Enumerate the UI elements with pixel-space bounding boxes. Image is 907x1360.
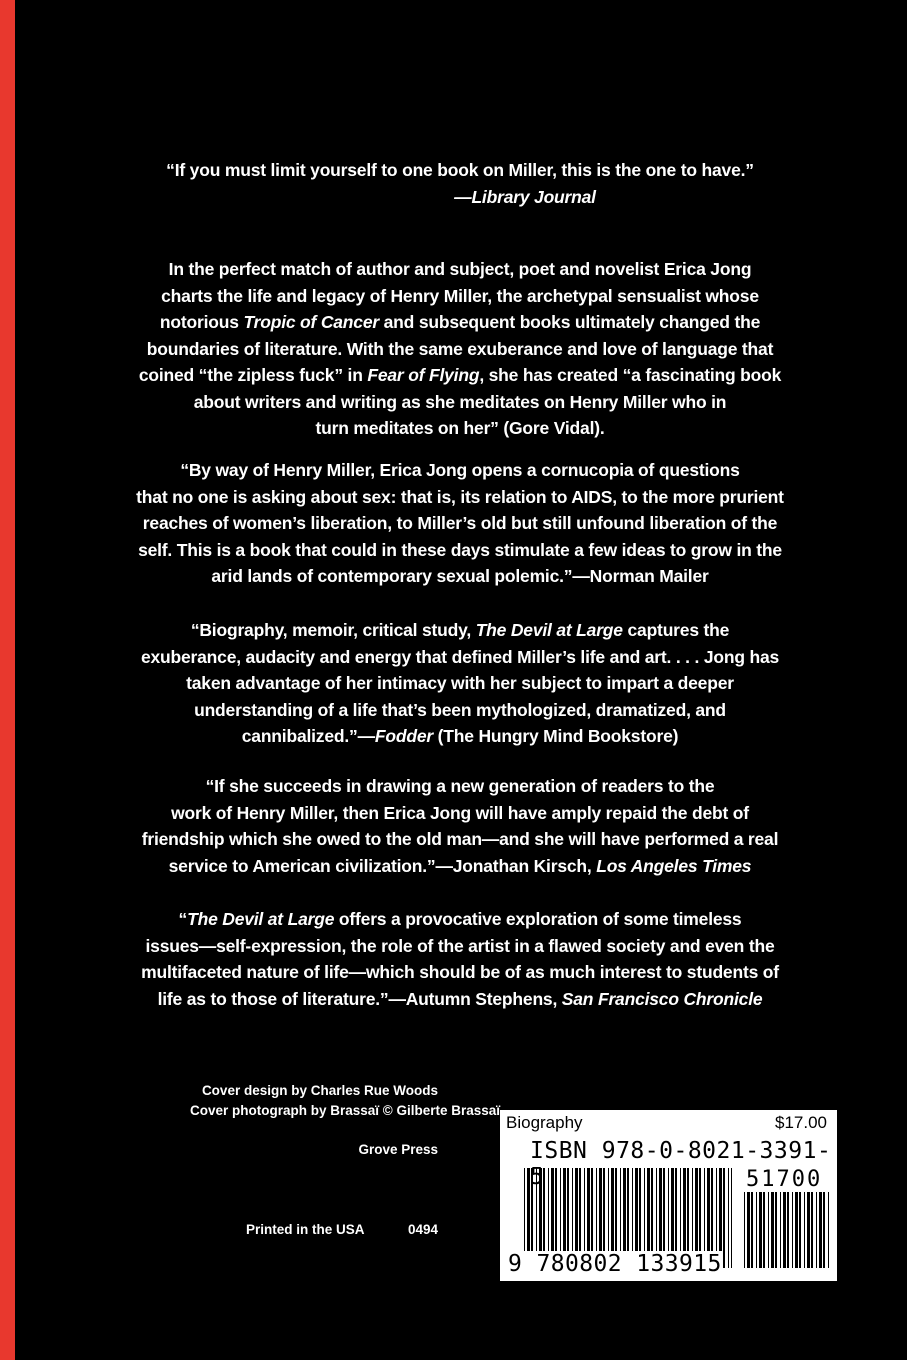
price-label: $17.00 (775, 1113, 827, 1132)
barcode-bar (807, 1192, 810, 1268)
description-line: charts the life and legacy of Henry Miller, the archetypal sensualist whose (161, 285, 759, 306)
description-line: about writers and writing as she meditates on Henry Miller who in (193, 391, 727, 412)
barcode-bar (816, 1192, 817, 1268)
mailer-quote (60, 457, 860, 590)
barcode-bar (819, 1192, 822, 1268)
description-line: boundaries of literature. With the same exuberance and love of language that (146, 338, 774, 359)
quote-line: issues—self-expression, the role of the artist in a flawed society and even the (145, 935, 775, 956)
cover-photo-credit: Cover photograph by Brassaï © Gilberte Brassaï (190, 1103, 501, 1118)
quote-line: work of Henry Miller, then Erica Jong will have amply repaid the debt of (171, 802, 749, 823)
quote-text: “If you must limit yourself to one book on Miller, this is the one to have.” (166, 160, 754, 180)
barcode-bar (783, 1192, 786, 1268)
barcode-bar (756, 1192, 757, 1268)
barcode-bar (828, 1192, 829, 1268)
cover-design-credit: Cover design by Charles Rue Woods (201, 1083, 438, 1098)
barcode-box (500, 1110, 837, 1281)
quote-attribution: —Library Journal (454, 186, 596, 207)
barcode-bar (804, 1192, 805, 1268)
quote-line: that no one is asking about sex: that is, its relation to AIDS, to the more prurient (136, 486, 784, 507)
quote-line: “The Devil at Large offers a provocative exploration of some timeless (178, 909, 742, 929)
book-description (60, 256, 860, 442)
publisher-name: Grove Press (358, 1142, 438, 1157)
quote-line: cannibalized.”—Fodder (The Hungry Mind Bookstore) (241, 726, 679, 746)
quote-line: “Biography, memoir, critical study, The Devil at Large captures the (190, 620, 730, 640)
quote-line: arid lands of contemporary sexual polemic.”—Norman Mailer (211, 566, 709, 586)
description-line: turn meditates on her” (Gore Vidal). (315, 418, 605, 438)
quote-line: understanding of a life that’s been mythologized, dramatized, and (194, 699, 726, 720)
barcode-bar (795, 1192, 798, 1268)
barcode-bar (771, 1192, 774, 1268)
description-line: notorious Tropic of Cancer and subsequent books ultimately changed the (159, 312, 761, 332)
quote-line: “By way of Henry Miller, Erica Jong opens a cornucopia of questions (180, 460, 740, 480)
job-code: 0494 (407, 1222, 438, 1237)
stephens-quote (60, 906, 860, 1012)
red-spine-stripe (0, 0, 15, 1360)
description-line: In the perfect match of author and subject, poet and novelist Erica Jong (168, 259, 752, 279)
printed-line (246, 1222, 438, 1237)
quote-line: “If she succeeds in drawing a new generation of readers to the (205, 776, 715, 796)
barcode-bar (751, 1192, 753, 1268)
quote-line: life as to those of literature.”—Autumn Stephens, San Francisco Chronicle (157, 988, 763, 1009)
barcode-bar (787, 1192, 789, 1268)
quote-line: friendship which she owed to the old man—and she will have performed a real (141, 829, 779, 849)
kirsch-quote (60, 773, 860, 879)
barcode-bar (780, 1192, 781, 1268)
quote-line: multifaceted nature of life—which should be of as much interest to students of (141, 962, 779, 982)
barcode-bar (763, 1192, 765, 1268)
quote-line: taken advantage of her intimacy with her subject to impart a deeper (186, 673, 734, 693)
quote-line: self. This is a book that could in these days stimulate a few ideas to grow in the (138, 539, 782, 560)
description-line: coined “the zipless fuck” in Fear of Flying, she has created “a fascinating book (138, 365, 782, 385)
barcode-bar (792, 1192, 793, 1268)
cover-credits (190, 1081, 501, 1121)
quote-line: service to American civilization.”—Jonathan Kirsch, Los Angeles Times (168, 855, 752, 876)
barcode-bar (811, 1192, 813, 1268)
barcode-bar (799, 1192, 801, 1268)
quote-line: reaches of women’s liberation, to Miller’s old but still unfound liberation of the (142, 513, 778, 533)
barcode-bar (775, 1192, 777, 1268)
barcode-bar (823, 1192, 825, 1268)
library-journal-quote (60, 157, 860, 210)
barcode-bar (747, 1192, 750, 1268)
quote-line: exuberance, audacity and energy that defined Miller’s life and art. . . . Jong has (140, 646, 780, 667)
printed-in-usa: Printed in the USA (246, 1222, 365, 1237)
isbn-label: ISBN 978-0-8021-3391-5 (530, 1138, 832, 1190)
fodder-quote (60, 617, 860, 750)
ean-number: 9 780802 133915 (508, 1251, 722, 1277)
price-addon-digits: 51700 (746, 1167, 823, 1192)
barcode-bar (759, 1192, 762, 1268)
barcode-bar (744, 1192, 745, 1268)
genre-label: Biography (506, 1113, 583, 1132)
barcode-bar (768, 1192, 769, 1268)
